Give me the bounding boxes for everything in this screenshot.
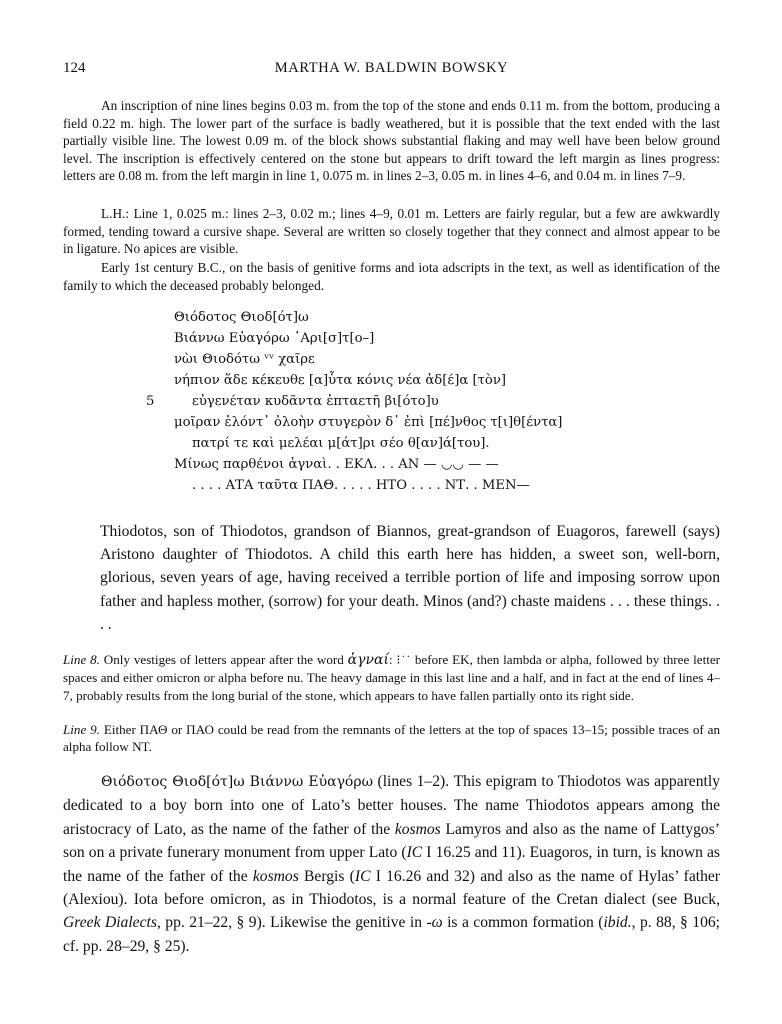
inscription-line: νὼι Θιοδότω ᵛᵛ χαῖρε [174, 352, 315, 367]
greek-lemma: Θιόδοτος Θιοδ[ότ]ω Βιάννω Εὐαγόρω [101, 774, 374, 790]
inscription-line: 5 εὐγενέταν κυδᾶντα ἑπταετῆ βι[ότο]υ [146, 391, 646, 412]
dating-text-b: , on the basis of genitive forms and iota adscripts in the text, as well as identification of the family to which the deceased probably belonged. [63, 260, 720, 293]
dating-text-a: Early 1st century [101, 260, 198, 275]
dating-bc: B.C. [197, 260, 222, 275]
inscription-line: μοῖραν ἑλόντ᾿ ὀλοὴν στυγερὸν δ᾿ ἐπὶ [πέ]νθος τ[ι]θ[έντα] [174, 415, 563, 430]
commentary-paragraph: Θιόδοτος Θιοδ[ότ]ω Βιάννω Εὐαγόρω (lines 1–2). This epigram to Thiodotos was apparently dedicated to a boy born into one of Lato’s better houses. The name Thiodotos appears among the aristocracy of Lato, as the name of the father of the kosmos Lamyros and also as the name of Lattygos’ son on a private funerary monument from upper Lato (IC I 16.25 and 11). Euagoros, in turn, is known as the name of the father of the kosmos Bergis (IC I 16.26 and 32) and also as the name of Hylas’ father (Alexiou). Iota before omicron, as in Thiodotos, is a normal feature of the Cretan dialect (see Buck, Greek Dialects, pp. 21–22, § 9). Likewise the genitive in -ω is a common formation (ibid., p. 88, § 106; cf. pp. 28–29, § 25). [63, 773, 721, 955]
note-line-9: Line 9. Either ΠΑΘ or ΠΑΟ could be read from the remnants of the letters at the top of spaces 13–15; possible traces of an alpha follow ΝΤ. [63, 722, 721, 755]
page-number: 124 [63, 60, 86, 76]
description-paragraph-1: An inscription of nine lines begins 0.03 m. from the top of the stone and ends 0.11 m. from the bottom, producing a field 0.22 m. high. The lower part of the surface is badly weathered, but it is possible that the text ended with the last partially visible line. The lowest 0.09 m. of the block shows substantial flaking and may well have been below ground level. The inscription is effectively centered on the stone but appears to drift toward the left margin as lines progress: letters are 0.08 m. from the left margin in line 1, 0.075 m. in lines 2–3, 0.05 m. in lines 4–6, and 0.04 m. in lines 7–9. [63, 98, 720, 184]
inscription-line: Μίνως παρθένοι ἁγναὶ. . ΕΚΛ. . . ΑΝ — ◡◡ — — [174, 457, 499, 472]
translation: Thiodotos, son of Thiodotos, grandson of Biannos, great-grandson of Euagoros, farewell (says) Aristono daughter of Thiodotos. A child this earth here has hidden, a sweet son, well-born, glorious, seven years of age, having received a terrible portion of life and imposing sorrow upon father and hapless mother, (sorrow) for your death. Minos (and?) chaste maidens . . . these things. . . . [100, 523, 720, 633]
inscription-line: νήπιον ἅδε κέκευθε [α]ὗτα κόνις νέα ἁδ[έ]α [τὸν] [174, 373, 507, 388]
note-line-8: Line 8. Only vestiges of letters appear after the word ἁγναί: ⁝˙˙ before ΕΚ, then lambda or alpha, followed by three letter spaces and either omicron or alpha before nu. The heavy damage in this last line and a half, and in fact at the end of lines 4–7, probably results from the long burial of the stone, which appears to have fallen partially onto its right side. [63, 652, 721, 703]
inscription-text [146, 307, 646, 496]
inscription-line: Θιόδοτος Θιοδ[ότ]ω [174, 310, 309, 325]
page-header [63, 60, 720, 80]
note-label: Line 8. [63, 652, 100, 667]
inscription-line: πατρί τε καὶ μελέαι μ[άτ]ρι σέο θ[αν]ά[του]. [192, 436, 490, 451]
note-label: Line 9. [63, 722, 100, 737]
description-paragraph-2: L.H.: Line 1, 0.025 m.: lines 2–3, 0.02 m.; lines 4–9, 0.01 m. Letters are fairly regular, but a few are awkwardly formed, tending toward a cursive shape. Several are written so closely together that they connect and almost appear to be in ligature. No apices are visible. [63, 206, 720, 257]
line-number-5: 5 [146, 394, 155, 409]
inscription-line: . . . . ΑΤΑ ταῦτα ΠΑΘ. . . . . ΗΤΟ . . . . ΝΤ. . ΜΕΝ— [192, 478, 530, 493]
running-head: MARTHA W. BALDWIN BOWSKY [274, 60, 509, 76]
inscription-line: Βιάννω Εὐαγόρω ᾿Αρι[σ]τ[ο–] [174, 331, 375, 346]
description-paragraph-3 [63, 259, 720, 294]
